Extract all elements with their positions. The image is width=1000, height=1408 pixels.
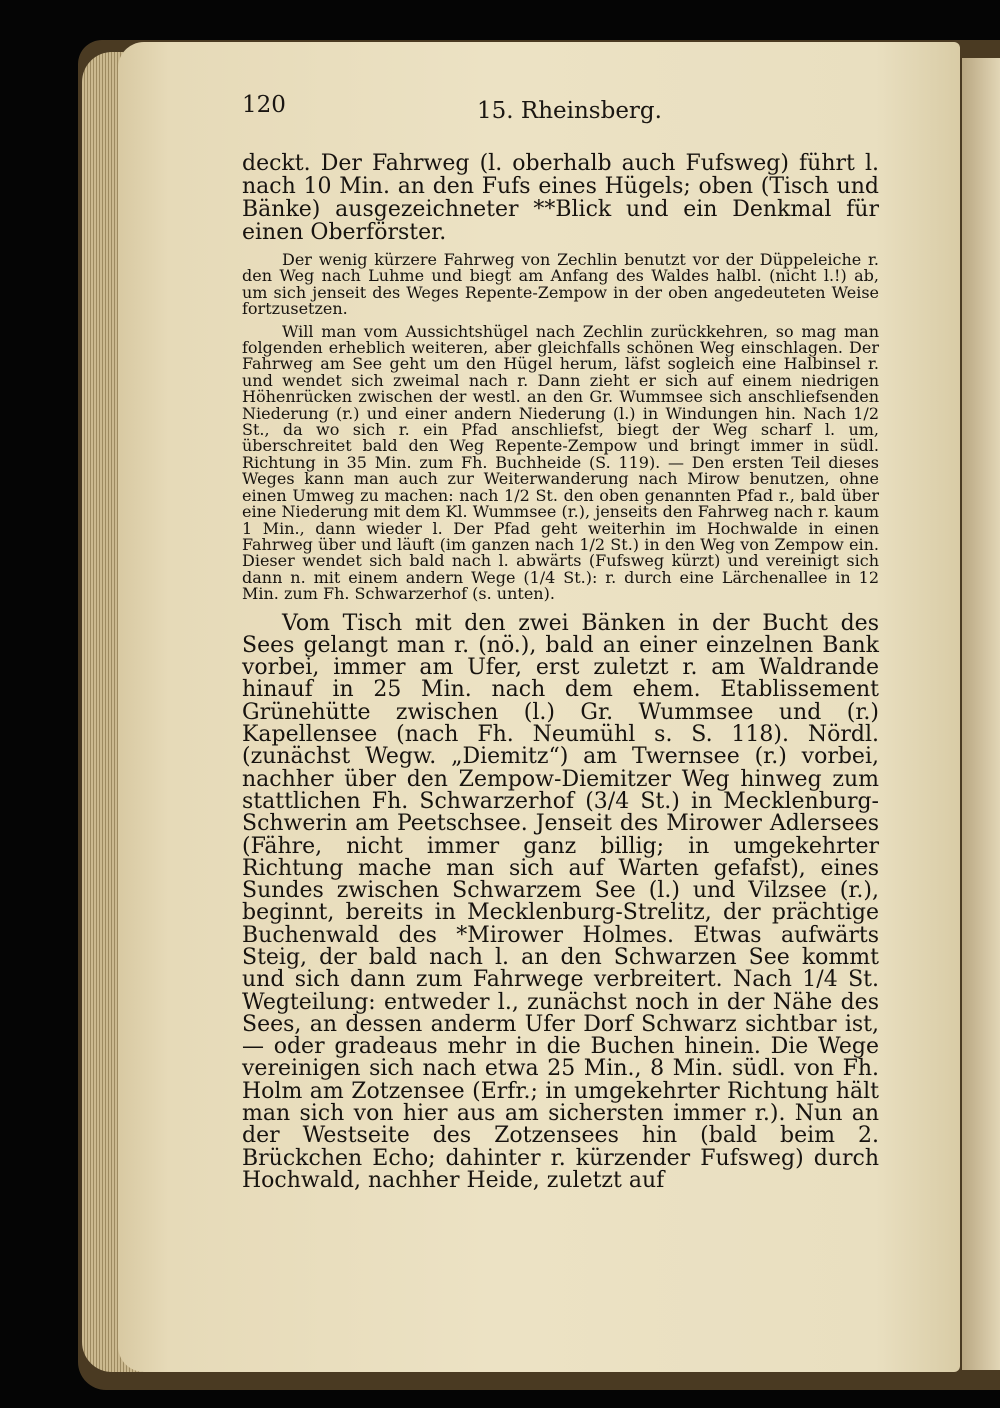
paragraph-main: Vom Tisch mit den zwei Bänken in der Bucht des Sees gelangt man r. (nö.), bald an einer einzelnen Bank vorbei, immer am Ufer, erst zuletzt r. am Waldrande hinauf in 25 Min. nach dem ehem. Etablissement Grünehütte zwischen (l.) Gr. Wummsee und (r.) Kapellensee (nach Fh. Neumühl s. S. 118). Nördl. (zunächst Wegw. „Diemitz“) am Twernsee (r.) vorbei, nachher über den Zempow-Diemitzer Weg hinweg zum stattlichen Fh. Schwarzerhof (3/4 St.) in Mecklenburg-Schwerin am Peetschsee. Jenseit des Mirower Adlersees (Fähre, nicht immer ganz billig; in umgekehrter Richtung mache man sich auf Warten gefafst), eines Sundes zwischen Schwarzem See (l.) und Vilzsee (r.), beginnt, bereits in Mecklenburg-Strelitz, der prächtige Buchenwald des *Mirower Holmes. Etwas aufwärts Steig, der bald nach l. an den Schwarzen See kommt und sich dann zum Fahrwege verbreitert. Nach 1/4 St. Wegteilung: entweder l., zunächst noch in der Nähe des Sees, an dessen anderm Ufer Dorf Schwarz sichtbar ist, — oder gradeaus mehr in die Buchen hinein. Die Wege vereinigen sich nach etwa 25 Min., 8 Min. südl. von Fh. Holm am Zotzensee (Erfr.; in umgekehrter Richtung hält man sich von hier aus am sichersten immer r.). Nun an der Westseite des Zotzensees hin (bald beim 2. Brückchen Echo; dahinter r. kürzender Fufsweg) durch Hochwald, nachher Heide, zuletzt auf [242,610,879,1193]
facing-page-edge [962,58,1000,1370]
page-body [242,152,879,1200]
paragraph-small-print: Der wenig kürzere Fahrweg von Zechlin benutzt vor der Düppeleiche r. den Weg nach Luhme und biegt am Anfang des Waldes halbl. (nicht l.!) ab, um sich jenseit des Weges Repente-Zempow in der oben angedeuteten Weise fortzusetzen. [242,250,879,319]
paragraph-small-print: Will man vom Aussichtshügel nach Zechlin zurückkehren, so mag man folgenden erheblich weiteren, aber gleichfalls schönen Weg einschlagen. Der Fahrweg am See geht um den Hügel herum, läfst sogleich eine Halbinsel r. und wendet sich zweimal nach r. Dann zieht er sich auf einem niedrigen Höhenrücken zwischen der westl. an den Gr. Wummsee sich anschliefsenden Niederung (r.) und einer andern Niederung (l.) in Windungen hin. Nach 1/2 St., da wo sich r. ein Pfad anschliefst, biegt der Weg scharf l. um, überschreitet bald den Weg Repente-Zempow und bringt immer in südl. Richtung in 35 Min. zum Fh. Buchheide (S. 119). — Den ersten Teil dieses Weges kann man auch zur Weiterwanderung nach Mirow benutzen, ohne einen Umweg zu machen: nach 1/2 St. den oben genannten Pfad r., bald über eine Niederung mit dem Kl. Wummsee (r.), jenseits den Fahrweg nach r. kaum 1 Min., dann wieder l. Der Pfad geht weiterhin im Hochwalde in einen Fahrweg über und läuft (im ganzen nach 1/2 St.) in den Weg von Zempow ein. Dieser wendet sich bald nach l. abwärts (Fufsweg kürzt) und vereinigt sich dann n. mit einem andern Wege (1/4 St.): r. durch eine Lärchenallee in 12 Min. zum Fh. Schwarzerhof (s. unten). [242,321,879,604]
paragraph-continuation: deckt. Der Fahrweg (l. oberhalb auch Fufsweg) führt l. nach 10 Min. an den Fufs eines Hügels; oben (Tisch und Bänke) ausgezeichneter **Blick und ein Denkmal für einen Oberförster. [242,151,879,245]
running-head: 15. Rheinsberg. [477,98,662,124]
page-number: 120 [242,92,286,118]
page-header [242,92,882,132]
